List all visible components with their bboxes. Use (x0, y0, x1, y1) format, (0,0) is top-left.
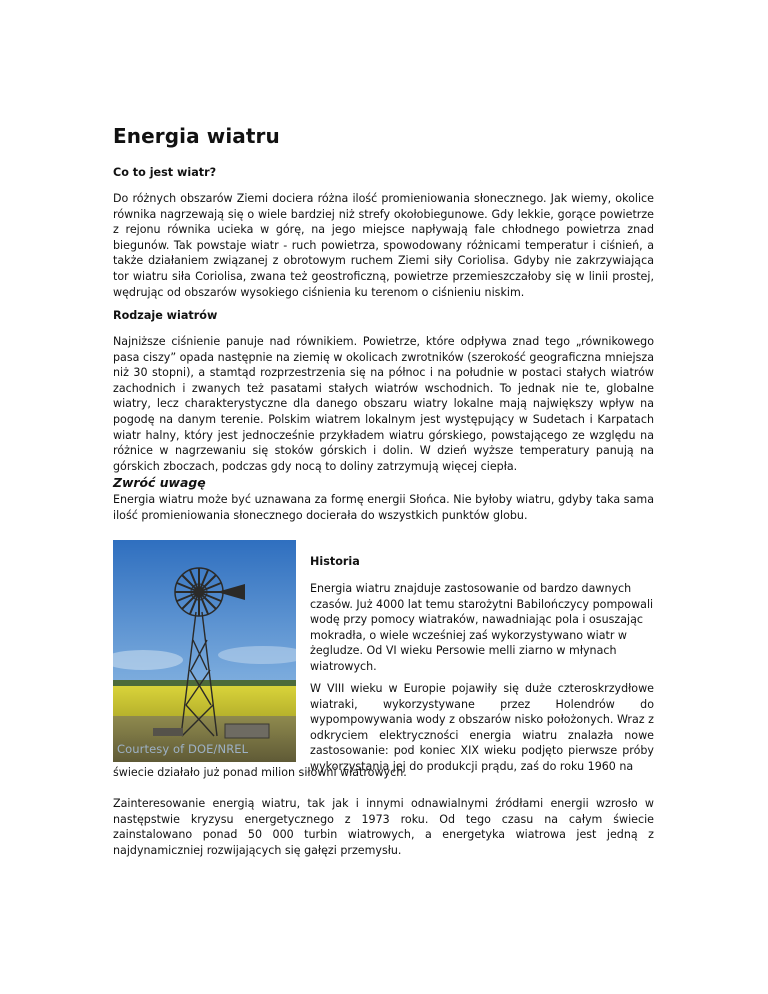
section-text-what-is-wind: Do różnych obszarów Ziemi dociera różna ilość promieniowania słonecznego. Jak wiemy, okolice równika nagrzewają się o wiele bardziej niż strefy okołobiegunowe. Gdy lekkie, gorące powietrze z rejonu równika ucieka w górę, na jego miejsce napływają fale chłodnego powietrza znad biegunów. Tak powstaje wiatr - ruch powietrza, spowodowany różnicami temperatur i ciśnień, a także działaniem związanej z obrotowym ruchem Ziemi siły Coriolisa. Gdyby nie zakrzywiająca tor wiatru siła Coriolisa, zwana też geostroficzną, powietrze przemieszczałoby się w linii prostej, wędrując od obszarów wysokiego ciśnienia ku terenom o ciśnieniu niskim. (113, 192, 654, 299)
note-text: Energia wiatru może być uznawana za formę energii Słońca. Nie byłoby wiatru, gdyby taka sama ilość promieniowania słonecznego docierała do wszystkich punktów globu. (113, 493, 654, 522)
windmill-photo (113, 540, 296, 762)
section-heading-what-is-wind: Co to jest wiatr? (113, 166, 217, 179)
section-text-wind-types: Najniższe ciśnienie panuje nad równikiem. Powietrze, które odpływa znad tego „równikowego pasa ciszy” opada następnie na ziemię w okolicach zwrotników (szerokość geograficzna mniejsza niż 30 stopni), a stamtąd rozprzestrzenia się na północ i na południe w postaci stałych wiatrów zachodnich i zwanych też pasatami stałych wiatrów wschodnich. To jednak nie te, globalne wiatry, lecz charakterystyczne dla danego obszaru wiatry lokalne mają największy wpływ na pogodę na danym terenie. Polskim wiatrem lokalnym jest występujący w Sudetach i Karpatach wiatr halny, który jest jednocześnie przykładem wiatru górskiego, powstającego ze względu na różnice w nagrzewaniu się stoków górskich i dolin. W dzień wyższe temperatury panują na górskich zboczach, podczas gdy nocą to doliny zatrzymują więcej ciepła. (113, 335, 654, 473)
note-heading: Zwróć uwagę (113, 475, 206, 490)
section-heading-history: Historia (310, 555, 360, 568)
photo-credit: Courtesy of DOE/NREL (117, 742, 249, 756)
section-heading-wind-types: Rodzaje wiatrów (113, 309, 218, 322)
history-paragraph-1: Energia wiatru znajduje zastosowanie od bardzo dawnych czasów. Już 4000 lat temu starożytni Babilończycy pompowali wodę przy pomocy wiatraków, nawadniając pola i osuszając mokradła, o wiele wcześniej zaś wykorzystywano wiatr w żegludze. Od VI wieku Persowie melli ziarno w młynach wiatrowych. (310, 582, 654, 673)
history-paragraph-2: W VIII wieku w Europie pojawiły się duże czteroskrzydłowe wiatraki, wykorzystywane przez Holendrów do wypompowywania wody z obszarów nisko położonych. Wraz z odkryciem elektryczności energia wiatru znalazła nowe zastosowanie: pod koniec XIX wieku podjęto pierwsze próby wykorzystania jej do produkcji prądu, zaś do roku 1960 na (310, 682, 654, 773)
history-paragraph-2-end: świecie działało już ponad milion siłowni wiatrowych. (113, 766, 407, 779)
history-paragraph-3: Zainteresowanie energią wiatru, tak jak i innymi odnawialnymi źródłami energii wzrosło w następstwie kryzysu energetycznego z 1973 roku. Od tego czasu na całym świecie zainstalowano ponad 50 000 turbin wiatrowych, a energetyka wiatrowa jest jedną z najdynamiczniej rozwijających się gałęzi przemysłu. (113, 797, 654, 857)
page-title: Energia wiatru (113, 124, 280, 148)
